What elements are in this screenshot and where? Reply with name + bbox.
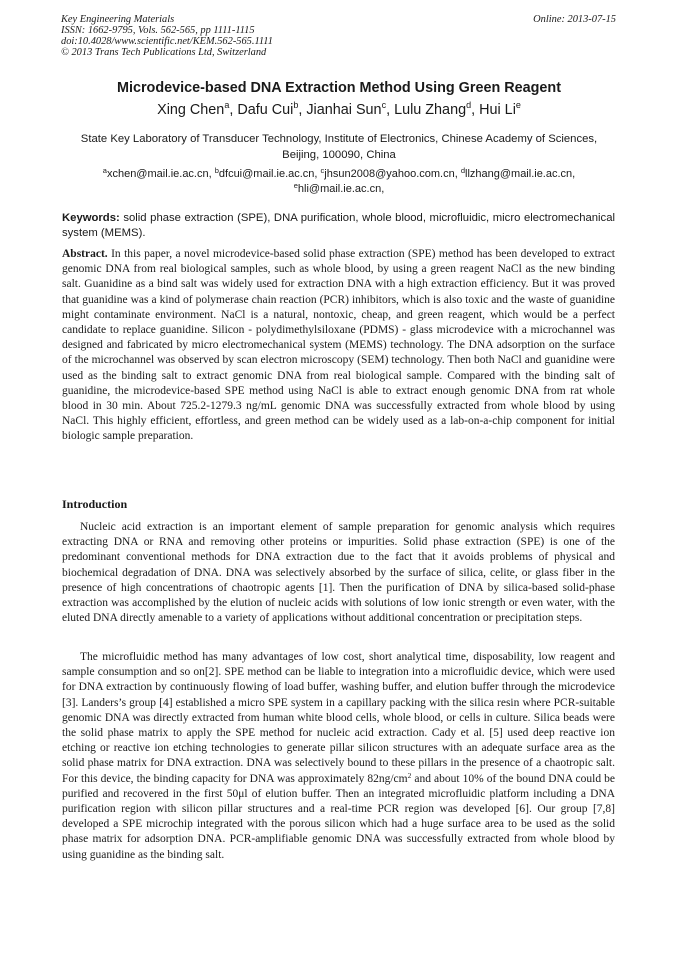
journal-name: Key Engineering Materials <box>61 14 175 25</box>
author-list <box>40 102 638 118</box>
email: $^c$jhsun2008@yahoo.com.cn, <box>320 166 461 180</box>
affiliation: State Key Laboratory of Transducer Technology, Institute of Electronics, Chinese Academy of Sciences, Beijing, 100090, China <box>80 133 598 161</box>
keywords-text: solid phase extraction (SPE), DNA purification, whole blood, microfluidic, micro electromechanical system (MEMS). <box>62 212 615 239</box>
abstract <box>62 247 615 445</box>
author: Hui Li$^e$ <box>479 100 521 118</box>
keywords-label: Keywords: <box>62 212 120 224</box>
section-heading-introduction: Introduction <box>62 497 128 511</box>
copyright-line: © 2013 Trans Tech Publications Ltd, Switzerland <box>61 47 267 58</box>
author: Dafu Cui$^b$, <box>237 100 307 118</box>
paper-title: Microdevice-based DNA Extraction Method Using Green Reagent <box>116 80 562 96</box>
journal-header <box>61 14 273 58</box>
issn-line: ISSN: 1662-9795, Vols. 562-565, pp 1111-1115 <box>61 25 255 36</box>
email: $^d$llzhang@mail.ie.ac.cn, <box>460 166 576 180</box>
email: $^b$dfcui@mail.ie.ac.cn, <box>214 166 321 180</box>
author: Lulu Zhang$^d$, <box>394 100 480 118</box>
author: Xing Chen$^a$, <box>157 100 238 118</box>
email: $^e$hli@mail.ie.ac.cn, <box>293 181 385 195</box>
author: Jianhai Sun$^c$, <box>306 100 395 118</box>
intro-paragraph-1: Nucleic acid extraction is an important element of sample preparation for genomic analysis which requires extracting DNA or RNA and removing other proteins or impurities. Solid phase extraction (SPE) is one of the predominant conventional methods for DNA extraction due to the fact that it avoids problems of physical and biochemical degradation of DNA. DNA was selectively absorbed by the surface of silica, celite, or glass fiber in the presence of high concentrations of chaotropic agents [1]. Then the purification of DNA by silica-based solid-phase extraction was accomplished by the elution of nucleic acids with solutions of low ionic strength or even water, with the eluted DNA directly amenable to a variety of applications without additional concentration or precipitation steps. <box>62 521 615 625</box>
abstract-text: In this paper, a novel microdevice-based solid phase extraction (SPE) method has been developed to extract genomic DNA from real biological samples, such as whole blood, by using a green reagent NaCl as the new binding salt. Guanidine as a bind salt was widely used for extraction DNA with a high extraction efficiency. But it was proved that guanidine was a kind of polymerase chain reaction (PCR) inhibitors, which is also toxic and the waste of guanidine might contaminate environment. NaCl is a natural, nontoxic, cheap, and green reagent, which would be a perfect candidate to replace guanidine. Silicon - polydimethylsiloxane (PDMS) - glass microdevice with a microchannel was designed and fabricated by micro electromechanical system (MEMS) technology. The DNA adsorption on the surface of the microchannel was observed by scan electron microscopy (SEM) technology. Then both NaCl and guanidine were used as the binding salt to extract genomic DNA from real biological sample. Compared with the binding salt of guanidine, the microdevice-based SPE method using NaCl is able to extract enough genomic DNA from rat whole blood in 30 min. About 725.2-1279.3 ng/mL genomic DNA was successfully extracted from whole blood by using NaCl. This highly efficient, effortless, and green method can be widely used as a lab-on-a-chip component for initial biologic sample preparation. <box>62 248 615 443</box>
doi-line: doi:10.4028/www.scientific.net/KEM.562-565.1111 <box>61 36 273 47</box>
abstract-label: Abstract. <box>62 248 108 260</box>
intro-paragraph-2: The microfluidic method has many advantages of low cost, short analytical time, disposability, low reagent and sample consumption and so on[2]. SPE method can be liable to integration into a microfluidic device, which were used for DNA extraction by continuously flowing of load buffer, washing buffer, and elution buffer through the microdevice [3]. Landers’s group [4] established a micro SPE system in a capillary packing with the silica resin where PCR-suitable genomic DNA was directly extracted from human white blood cells, whole blood, or cells in culture. Silica beads were the solid phase matrix to apply the SPE method for nucleic acid extraction. Cady et al. [5] used deep reactive ion etching or reactive ion etching technologies to generate pillar silicon structures with an adequate surface area as the solid phase matrix for DNA extraction. DNA was selectively bound to these pillars in the presence of a chaotropic salt. For this device, the binding capacity for DNA was approximately $82ng/cm^2$ and about 10% of the bound DNA could be purified and recovered in the first 50μl of elution buffer. Then an integrated microfluidic platform including a DNA purification region with silicon pillar structures and a real-time PCR region was developed [6]. Our group [7,8] developed a SPE microchip integrated with the porous silicon which had a huge surface area to be used as the solid phase matrix for adsorption DNA. PCR-amplifiable genomic DNA was successfully extracted from whole blood by using guanidine as the binding salt. <box>62 651 616 861</box>
keywords <box>62 211 615 241</box>
email-list <box>62 167 616 197</box>
online-date: Online: 2013-07-15 <box>533 14 616 25</box>
email: $^a$xchen@mail.ie.ac.cn, <box>102 166 215 180</box>
